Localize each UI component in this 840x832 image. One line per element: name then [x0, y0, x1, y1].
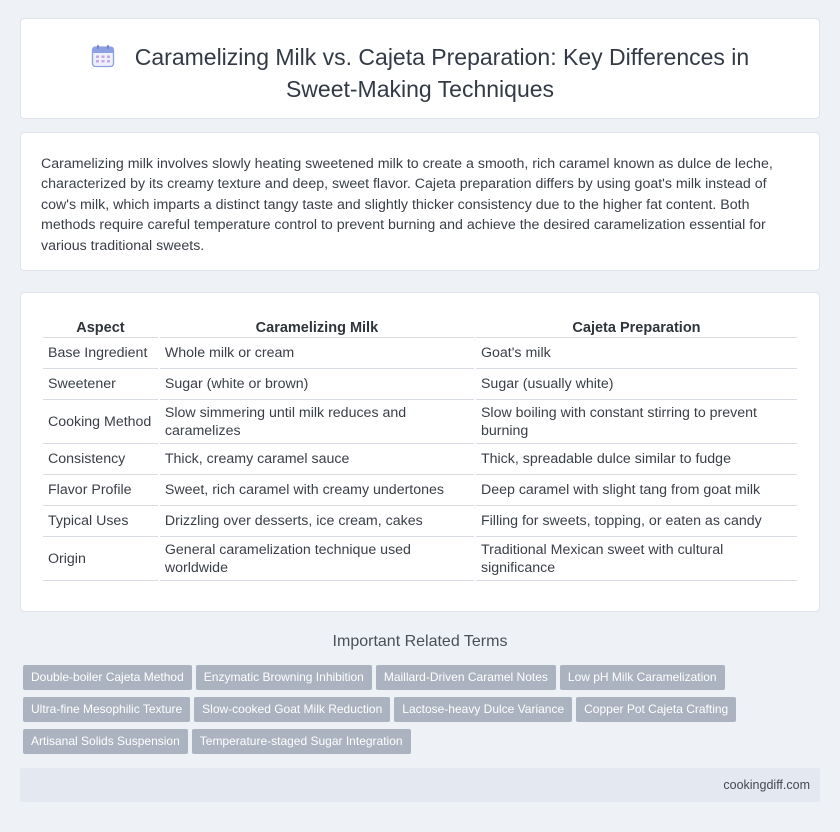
- related-tag[interactable]: Slow-cooked Goat Milk Reduction: [194, 697, 390, 722]
- caramelizing-cell: Thick, creamy caramel sauce: [160, 444, 474, 475]
- related-tag[interactable]: Copper Pot Cajeta Crafting: [576, 697, 736, 722]
- cajeta-cell: Thick, spreadable dulce similar to fudge: [476, 444, 797, 475]
- caramelizing-cell: Sweet, rich caramel with creamy undertones: [160, 475, 474, 506]
- comparison-table: [41, 313, 799, 581]
- related-tag[interactable]: Temperature-staged Sugar Integration: [192, 729, 411, 754]
- aspect-cell: Origin: [43, 537, 158, 581]
- table-row: [43, 369, 797, 400]
- title-line-2: Sweet-Making Techniques: [285, 76, 555, 102]
- cajeta-cell: Slow boiling with constant stirring to prevent burning: [476, 400, 797, 444]
- aspect-cell: Cooking Method: [43, 400, 158, 444]
- cajeta-cell: Filling for sweets, topping, or eaten as candy: [476, 506, 797, 537]
- intro-paragraph: Caramelizing milk involves slowly heating sweetened milk to create a smooth, rich caramel known as dulce de leche, characterized by its creamy texture and deep, sweet flavor. Cajeta preparation differs by using goat's milk instead of cow's milk, which imparts a distinct tangy taste and slightly thicker consistency due to the higher fat content. Both methods require careful temperature control to prevent burning and achieve the desired caramelization essential for various traditional sweets.: [41, 156, 773, 254]
- related-tag[interactable]: Enzymatic Browning Inhibition: [196, 665, 372, 690]
- table-row: [43, 444, 797, 475]
- related-tag[interactable]: Lactose-heavy Dulce Variance: [394, 697, 572, 722]
- related-terms-list: [23, 665, 783, 761]
- title-line-1: Caramelizing Milk vs. Cajeta Preparation: Key Differences in: [134, 44, 750, 70]
- calendar-icon: [91, 44, 115, 75]
- table-row: [43, 400, 797, 444]
- title-card: [20, 18, 820, 119]
- caramelizing-cell: Drizzling over desserts, ice cream, cakes: [160, 506, 474, 537]
- cajeta-cell: Sugar (usually white): [476, 369, 797, 400]
- header-cajeta-preparation: Cajeta Preparation: [476, 313, 797, 338]
- aspect-cell: Base Ingredient: [43, 338, 158, 369]
- related-tag[interactable]: Low pH Milk Caramelization: [560, 665, 725, 690]
- table-header-row: [43, 313, 797, 338]
- table-row: [43, 475, 797, 506]
- aspect-cell: Flavor Profile: [43, 475, 158, 506]
- cajeta-cell: Goat's milk: [476, 338, 797, 369]
- comparison-card: [20, 292, 820, 612]
- caramelizing-cell: Whole milk or cream: [160, 338, 474, 369]
- related-tag[interactable]: Double-boiler Cajeta Method: [23, 665, 192, 690]
- related-tag[interactable]: Ultra-fine Mesophilic Texture: [23, 697, 190, 722]
- caramelizing-cell: Slow simmering until milk reduces and caramelizes: [160, 400, 474, 444]
- table-row: [43, 506, 797, 537]
- footer-site-link[interactable]: cookingdiff.com: [723, 778, 810, 792]
- aspect-cell: Sweetener: [43, 369, 158, 400]
- page-title: [21, 43, 819, 104]
- related-tag[interactable]: Maillard-Driven Caramel Notes: [376, 665, 556, 690]
- aspect-cell: Consistency: [43, 444, 158, 475]
- table-row: [43, 537, 797, 581]
- aspect-cell: Typical Uses: [43, 506, 158, 537]
- related-tag[interactable]: Artisanal Solids Suspension: [23, 729, 188, 754]
- footer-bar: [20, 768, 820, 802]
- caramelizing-cell: Sugar (white or brown): [160, 369, 474, 400]
- intro-card: [20, 132, 820, 271]
- caramelizing-cell: General caramelization technique used worldwide: [160, 537, 474, 581]
- cajeta-cell: Traditional Mexican sweet with cultural significance: [476, 537, 797, 581]
- header-aspect: Aspect: [43, 313, 158, 338]
- related-terms-title: Important Related Terms: [332, 633, 508, 650]
- cajeta-cell: Deep caramel with slight tang from goat milk: [476, 475, 797, 506]
- table-row: [43, 338, 797, 369]
- header-caramelizing-milk: Caramelizing Milk: [160, 313, 474, 338]
